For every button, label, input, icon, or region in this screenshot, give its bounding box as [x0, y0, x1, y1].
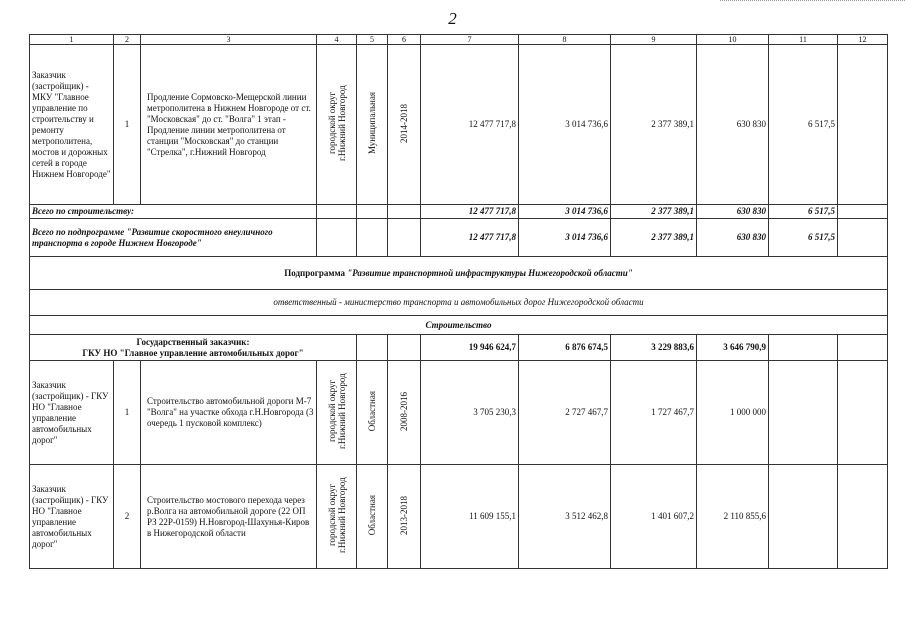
value-col12: [838, 45, 888, 205]
subprogram-title-row: [30, 257, 888, 290]
state-customer-line2: ГКУ НО "Главное управление автомобильных дорог": [82, 347, 304, 358]
col-header: 11: [769, 35, 838, 45]
item-number: 1: [114, 45, 141, 205]
ownership-text: Областная: [367, 494, 377, 536]
col-header: 3: [141, 35, 317, 45]
state-col8: 6 876 674,5: [519, 335, 611, 361]
col-header: 12: [838, 35, 888, 45]
ownership-text: Областная: [367, 390, 377, 432]
object-name: Продление Сормовско-Мещерской линии метрополитена в Нижнем Новгороде от ст. "Московская" до ст. "Волга" 1 этап - Продление линии метрополитена от станции "Московская" до станции "Стрелка", г.Нижний Новгород: [141, 45, 317, 205]
col-header: 5: [357, 35, 388, 45]
total-col9: 2 377 389,1: [611, 205, 697, 219]
total-construction-row: [30, 205, 888, 219]
value-col9: 1 401 607,2: [611, 465, 697, 569]
subtotal-col7: 12 477 717,8: [421, 219, 519, 257]
customer-cell: Заказчик (застройщик) - ГКУ НО "Главное управление автомобильных дорог": [30, 465, 114, 569]
object-name: Строительство мостового перехода через р.Волга на автомобильной дороге (22 ОП РЗ 22Р-0159) Н.Новгород-Шахунья-Киров в Нижегородской области: [141, 465, 317, 569]
top-border-line: [720, 0, 905, 1]
period-text: 2008-2016: [399, 391, 409, 431]
responsible-text: ответственный - министерство транспорта и автомобильных дорог Нижегородской области: [30, 290, 888, 316]
value-col10: 1 000 000: [697, 361, 769, 465]
location-cell: [317, 465, 357, 569]
period-text: 2013-2018: [399, 495, 409, 535]
state-col7: 19 946 624,7: [421, 335, 519, 361]
ownership-cell: [357, 361, 388, 465]
period-cell: [388, 465, 421, 569]
customer-cell: Заказчик (застройщик) - МКУ "Главное управление по строительству и ремонту метрополитена, мостов и дорожных сетей в городе Нижнем Новгороде": [30, 45, 114, 205]
value-col8: 3 014 736,6: [519, 45, 611, 205]
table-row: [30, 465, 888, 569]
column-number-row: [30, 35, 888, 45]
ownership-cell: [357, 465, 388, 569]
value-col11: 6 517,5: [769, 45, 838, 205]
customer-cell: Заказчик (застройщик) - ГКУ НО "Главное управление автомобильных дорог": [30, 361, 114, 465]
value-col9: 1 727 467,7: [611, 361, 697, 465]
value-col7: 3 705 230,3: [421, 361, 519, 465]
period-text: 2014-2018: [399, 103, 409, 143]
location-text: городской округ г.Нижний Новгород: [326, 85, 347, 161]
value-col7: 11 609 155,1: [421, 465, 519, 569]
investment-program-table: [29, 34, 888, 569]
period-cell: [388, 45, 421, 205]
subprogram-prefix: Подпрограмма: [284, 267, 348, 278]
ownership-text: Муниципальная: [367, 92, 377, 154]
value-col7: 12 477 717,8: [421, 45, 519, 205]
item-number: 2: [114, 465, 141, 569]
state-col9: 3 229 883,6: [611, 335, 697, 361]
section-title: Строительство: [30, 316, 888, 335]
subtotal-col9: 2 377 389,1: [611, 219, 697, 257]
location-cell: [317, 361, 357, 465]
col-header: 9: [611, 35, 697, 45]
col-header: 6: [388, 35, 421, 45]
item-number: 1: [114, 361, 141, 465]
state-col10: 3 646 790,9: [697, 335, 769, 361]
section-row: [30, 316, 888, 335]
total-col11: 6 517,5: [769, 205, 838, 219]
col-header: 8: [519, 35, 611, 45]
location-text: городской округ г.Нижний Новгород: [326, 373, 347, 449]
location-cell: [317, 45, 357, 205]
value-col8: 2 727 467,7: [519, 361, 611, 465]
table-row: [30, 45, 888, 205]
state-customer-label: [30, 335, 357, 361]
value-col8: 3 512 462,8: [519, 465, 611, 569]
subtotal-col8: 3 014 736,6: [519, 219, 611, 257]
ownership-cell: [357, 45, 388, 205]
total-construction-label: Всего по строительству:: [30, 205, 317, 219]
location-text: городской округ г.Нижний Новгород: [326, 477, 347, 553]
subtotal-col10: 630 830: [697, 219, 769, 257]
value-col10: 630 830: [697, 45, 769, 205]
total-col8: 3 014 736,6: [519, 205, 611, 219]
responsible-row: [30, 290, 888, 316]
col-header: 2: [114, 35, 141, 45]
period-cell: [388, 361, 421, 465]
state-customer-line1: Государственный заказчик:: [136, 336, 250, 347]
value-col9: 2 377 389,1: [611, 45, 697, 205]
table-row: [30, 361, 888, 465]
page-number: 2: [448, 9, 457, 28]
subprogram-name: "Развитие транспортной инфраструктуры Нижегородской области": [347, 267, 633, 278]
total-subprogram-row: [30, 219, 888, 257]
value-col10: 2 110 855,6: [697, 465, 769, 569]
total-col10: 630 830: [697, 205, 769, 219]
col-header: 1: [30, 35, 114, 45]
col-header: 7: [421, 35, 519, 45]
col-header: 4: [317, 35, 357, 45]
state-customer-row: [30, 335, 888, 361]
total-col7: 12 477 717,8: [421, 205, 519, 219]
col-header: 10: [697, 35, 769, 45]
subprogram-title: [30, 257, 888, 290]
object-name: Строительство автомобильной дороги М-7 "Волга" на участке обхода г.Н.Новгорода (3 очередь 1 пусковой комплекс): [141, 361, 317, 465]
subtotal-col11: 6 517,5: [769, 219, 838, 257]
total-subprogram-label: Всего по подпрограмме "Развитие скоростного внеуличного транспорта в городе Нижнем Новгороде": [30, 219, 317, 257]
